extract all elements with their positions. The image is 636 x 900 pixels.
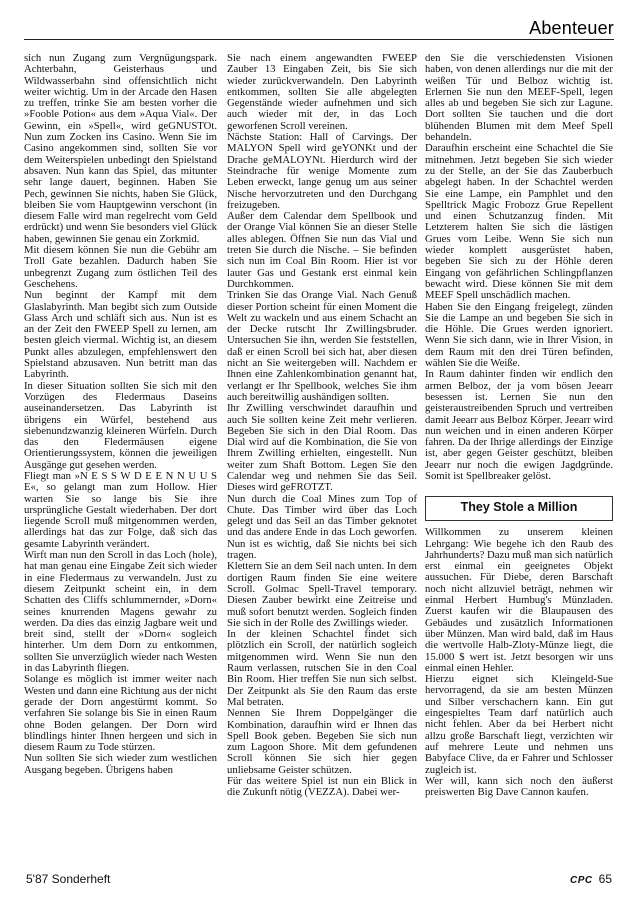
paragraph: Nun durch die Coal Mines zum Top of Chute. Das Timber wird über das Loch gelegt und das Seil an das Timber geknotet und das andere Ende in das Loch geworfen. Nun ist es wichtig, daß Sie nichts bei sich tragen. (227, 492, 417, 562)
issue-label: 5'87 Sonderheft (26, 872, 111, 886)
article-title-box (425, 496, 613, 521)
paragraph: Nun sollten Sie sich wieder zum westlichen Ausgang begeben. Übrigens haben (24, 752, 217, 776)
paragraph: Nennen Sie Ihrem Doppelgänger die Kombination, daraufhin wird er Ihnen das Spell Book geben. Begeben Sie sich nun zum Lagoon Shore. Mit dem gefundenen Scroll können Sie sich hier gegen unliebsame Geister schützen. (227, 707, 417, 776)
paragraph: Ihr Zwilling verschwindet daraufhin und auch Sie sollten keine Zeit mehr verlieren. Begeben Sie sich in den Dial Room. Das Dial wird auf die Kombination, die Sie von Ihrem Zwilling erhielten, eingestellt. Nun weiter zum Shaft Bottom. Legen Sie den Calendar weg und nehmen Sie das Seil. Dieses wird geFROTZT. (227, 402, 417, 494)
section-underline (514, 39, 614, 40)
paragraph: Haben Sie den Eingang freigelegt, zünden Sie die Lampe an und begeben Sie sich in die Höhle. Die Grues werden ignoriert. Wenn Sie sich dann, wie in Ihrer Vision, in dem Raum mit den drei Türen befinden, wählen Sie die Weiße. (425, 300, 613, 370)
section-title: Abenteuer (529, 18, 614, 38)
column-2 (227, 53, 417, 799)
paragraph: In der kleinen Schachtel findet sich plötzlich ein Scroll, der natürlich sogleich mitgenommen wird. Wenn Sie nun den Raum verlassen, rutschen Sie in den Coal Bin Room. Hier treffen Sie nun sich selbst. Der Zeitpunkt als Sie den Raum das erste Mal betraten. (227, 628, 417, 708)
paragraph: Nun beginnt der Kampf mit dem Glaslabyrinth. Man begibt sich zum Outside Glass Arch und schläft sich aus. Nun ist es an der Zeit den FWEEP Spell zu lernen, am besten gleich viermal. Wichtig ist, an diesem Punkt alles abzulegen, empfehlenswert den Spielstand abzusaven. Nun betritt man das Labyrinth. (24, 289, 217, 381)
paragraph: Trinken Sie das Orange Vial. Nach Genuß dieser Portion scheint für einen Moment die Welt zu wackeln und aus einem Schacht an der Decke rutscht Ihr Zwillingsbruder. Untersuchen Sie ihn, werden Sie feststellen, daß er einen Scroll bei sich hat, aber diesen nicht an Sie weitergeben will. Nachdem er Ihnen eine Zahlenkombination genannt hat, verlangt er Ihr Spellbook, welches Sie ihm auch bereitwillig aushändigen sollten. (227, 289, 417, 403)
paragraph: Sie nach einem angewandten FWEEP Zauber 13 Eingaben Zeit, bis Sie sich wieder zurückverwandeln. Den Labyrinth entkommen, sollten Sie alle abgelegten Gegenstände wieder aufnehmen und sich auch wieder mit der, in das Loch geworfenen Scroll vereinen. (227, 52, 417, 132)
paragraph: Solange es möglich ist immer weiter nach Westen und dann eine Richtung aus der nicht gerade der Dorn angestürmt kommt. So verfahren Sie solange bis Sie in einen Raum ohne Boden gelangen. Der Dorn wird blindlings hinter Ihnen hergeen und sich in diesem Raum zu Tode stürzen. (24, 673, 217, 754)
column-1 (24, 53, 217, 776)
column-3 (425, 53, 613, 798)
paragraph: Hierzu eignet sich Kleingeld-Sue hervorragend, da sie am besten Münzen und Silber verschachern kann. Ein gut eingespieltes Team darf natürlich auch nicht fehlen. Aber da bei Herbert nicht allzu große Barschaft liegt, verzichten wir auf mehrere Leute und nehmen uns Babyface Clive, da er Fahrer und Schlosser zugleich ist. (425, 673, 613, 776)
paragraph: Für das weitere Spiel ist nun ein Blick in die Zukunft nötig (VEZZA). Dabei wer- (227, 775, 417, 799)
paragraph: Wirft man nun den Scroll in das Loch (hole), hat man genau eine Eingabe Zeit sich wieder in eine Fledermaus zu verwandeln. Just zu diesem Zeitpunkt scheint ein, in dem Schatten des Cliffs schlummernder, »Dorn« seines knurrenden Magens gewahr zu werden. Da dies das einzig Jagbare weit und breit sind, stellt der »Dorn« sogleich hinterher. Um dem Dorn zu entkommen, sollten Sie unverzüglich wieder nach Westen in das Labyrinth fliegen. (24, 549, 217, 675)
cpc-logo: CPC (570, 875, 593, 886)
article-header (425, 496, 613, 521)
paragraph: Mit diesem können Sie nun die Gebühr am Troll Gate bezahlen. Dadurch haben Sie unbegrenzt Zugang zum östlichen Teil des Geschehens. (24, 244, 217, 290)
paragraph: Daraufhin erscheint eine Schachtel die Sie mitnehmen. Jetzt begeben Sie sich wieder zu der Stelle, an der Sie das Zauberbuch abgelegt haben. In der Schachtel werden Sie eine Lampe, ein Pamphlet und den Spelltrick Magic Frobozz Grue Repellent und einen Schutzanzug finden. Mit Letzterem halten Sie sich die lästigen Grues vom Leibe. Wenn Sie sich nun wieder komplett ausgerüstet haben, begeben Sie sich zu der Höhle deren Eingang von gefährlichen Schlingpflanzen bewacht wird. Diese können Sie mit dem MEEF Spell unschädlich machen. (425, 142, 613, 302)
header-rule (24, 39, 514, 40)
paragraph: Willkommen zu unserem kleinen Lehrgang: Wie begehe ich den Raub des Jahrhunderts? Dazu muß man sich natürlich erst einmal ein geeignetes Objekt aussuchen. Für Diebe, deren Barschaft noch nicht allzuviel beträgt, nehmen wir einmal Herbert Humbug's Münzladen. Zuerst kaufen wir die Blaupausen des Gebäudes und zusätzlich Informationen über Münzen. Man wird bald, daß im Haus die wertvolle Halb-Zloty-Münze liegt, die 15.000 $ wert ist. Jetzt besorgen wir uns einmal einen Hehler. (425, 526, 613, 674)
paragraph: In dieser Situation sollten Sie sich mit den Vorzügen des Fledermaus Daseins auseinandersetzen. Das Labyrinth ist übrigens ein Würfel, bestehend aus siebenundzwanzig kleineren Würfeln. Durch das den Fledermäusen eigene Orientierungssystem, können die jeweiligen Ausgänge gut gesehen werden. (24, 379, 217, 471)
paragraph: Nächste Station: Hall of Carvings. Der MALYON Spell wird geYONKt und der Drache geMALOYNt. Hierdurch wird der Steindrache für wenige Momente zum Leben erweckt, lange genug um aus seiner Nische hervorzutreten und den Durchgang freizugeben. (227, 131, 417, 211)
paragraph: sich nun Zugang zum Vergnügungspark. Achterbahn, Geisterhaus und Wildwasserbahn sind offensichtlich nicht weiter wichtig. Um in der Arcade den Hasen zu treffen, trinke Sie am besten vorher die »Fooble Potion« aus dem »Aqua Vial«. Der Gewinn, ein »Spell«, wird geGNUSTOt. Nun zum Zocken ins Casino. Wenn Sie im Casino angekommen sind, sollten Sie vor dem Weiterspielen unbedingt den Spielstand absaven. Nun kann das Spiel, das mitunter sehr lange dauert, beginnen. Haben Sie Pech, gewinnen Sie nichts, haben Sie Glück, bleiben Sie vom Hauptgewinn verschont (in diesem Falle wird man regelrecht vom Geld erdrückt) und wenn Sie besonders viel Glück haben, gewinnen Sie genau ein Zorkmid. (24, 52, 217, 245)
paragraph: Klettern Sie an dem Seil nach unten. In dem dortigen Raum finden Sie eine weitere Scroll. Golmac Spell-Travel temporary. Diesen Zauber bewirkt eine Zeitreise und muß sofort benutzt werden. Sogleich finden Sie sich in der Rolle des Zwillings wieder. (227, 560, 417, 629)
paragraph: In Raum dahinter finden wir endlich den armen Belboz, der ja vom bösen Jeearr besessen ist. Lernen Sie nun den geisteraustreibenden Spruch und vertreiben damit Jeearr aus Belboz Körper. Jeearr wird nun weichen und in einen anderen Körper fahren. Da der Ihrige allerdings der Einzige ist, aber gegen Geister geschützt, bleiben Jeearr nur noch die ewigen Jagdgründe. Somit ist Spellbreaker gelöst. (425, 368, 613, 482)
paragraph: den Sie die verschiedensten Visionen haben, von denen allerdings nur die mit der weißen Tür und Belboz wichtig ist. Erlernen Sie nun den MEEF-Spell, legen alles ab und begeben Sie sich zur Lagune. Dort sollten Sie tauchen und die dort blühenden Blumen mit dem Meef Spell behandeln. (425, 52, 613, 144)
page-footer (570, 872, 612, 886)
page-number: 65 (598, 872, 612, 886)
article-title: They Stole a Million (460, 500, 578, 515)
paragraph: Wer will, kann sich noch den äußerst preiswerten Big Dave Cannon kaufen. (425, 774, 613, 799)
paragraph: Außer dem Calendar dem Spellbook und der Orange Vial können Sie an dieser Stelle alles ablegen. Öffnen Sie nun das Vial und treten Sie durch die Nische. – Sie befinden sich nun im Coal Bin Room. Hier ist vor lauter Gas und Gestank erst einmal kein Durchkommen. (227, 210, 417, 290)
paragraph: Fliegt man »N E S S W D E E N N U U S E«, so gelangt man zum Hollow. Hier warten Sie so lange bis Sie ihre ursprüngliche Gestalt wiederhaben. Der dort liegende Scroll muß mitgenommen werden, allerdings hat das zur Folge, daß sich das gesamte Labyrinth verändert. (24, 469, 217, 550)
